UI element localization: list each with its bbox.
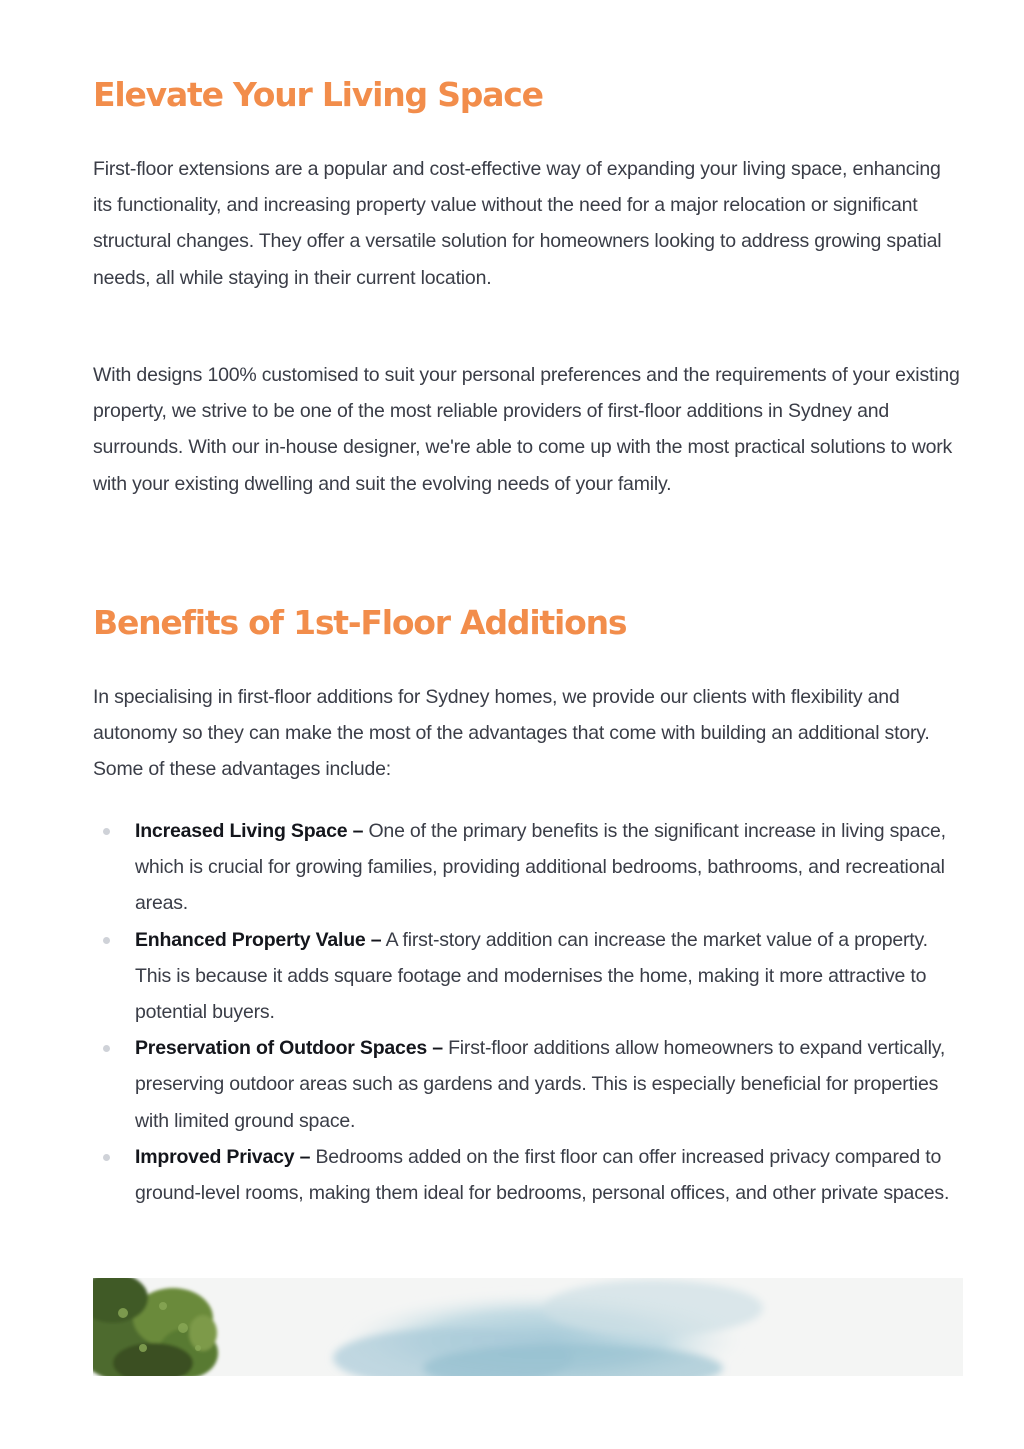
bullet-dot-icon [103,1154,110,1161]
list-item [93,922,963,1031]
benefit-term: Increased Living Space – [135,820,364,842]
house-photo [93,1278,963,1376]
intro-paragraph: First-floor extensions are a popular and cost-effective way of expanding your living space, enhancing its functionality, and increasing property value without the need for a major relocation or significant structural changes. They offer a versatile solution for homeowners looking to address growing spatial needs, all while staying in their current location. [93,158,942,289]
section-heading-benefits: Benefits of 1st-Floor Additions [93,603,627,642]
bullet-dot-icon [103,937,110,944]
benefit-text: One of the primary benefits is the significant increase in living space, which is crucial for growing families, providing additional bedrooms, bathrooms, and recreational areas. [135,820,946,915]
list-item [93,1139,963,1211]
bullet-dot-icon [103,1045,110,1052]
list-item [93,1030,963,1139]
benefits-intro-paragraph: In specialising in first-floor additions for Sydney homes, we provide our clients with flexibility and autonomy so they can make the most of the advantages that come with building an additional story. Some of these advantages include: [93,686,930,781]
benefit-term: Enhanced Property Value – [135,928,382,951]
benefits-list [93,813,963,1211]
section-heading-elevate: Elevate Your Living Space [93,75,543,114]
bullet-dot-icon [103,828,110,835]
benefit-term: Improved Privacy – [135,1145,311,1168]
benefit-text: A first-story addition can increase the market value of a property. This is because it adds square footage and modernises the home, making it more attractive to potential buyers. [135,928,928,1024]
benefit-term: Preservation of Outdoor Spaces – [135,1037,443,1060]
benefit-text: First-floor additions allow homeowners to expand vertically, preserving outdoor areas such as gardens and yards. This is especially beneficial for properties with limited ground space. [135,1037,946,1132]
designs-paragraph: With designs 100% customised to suit your personal preferences and the requirements of your existing property, we strive to be one of the most reliable providers of first-floor additions in Sydney and surrounds. With our in-house designer, we're able to come up with the most practical solutions to work with your existing dwelling and suit the evolving needs of your family. [93,364,960,495]
benefit-text: Bedrooms added on the first floor can offer increased privacy compared to ground-level rooms, making them ideal for bedrooms, personal offices, and other private spaces. [135,1145,950,1205]
list-item [93,813,963,922]
